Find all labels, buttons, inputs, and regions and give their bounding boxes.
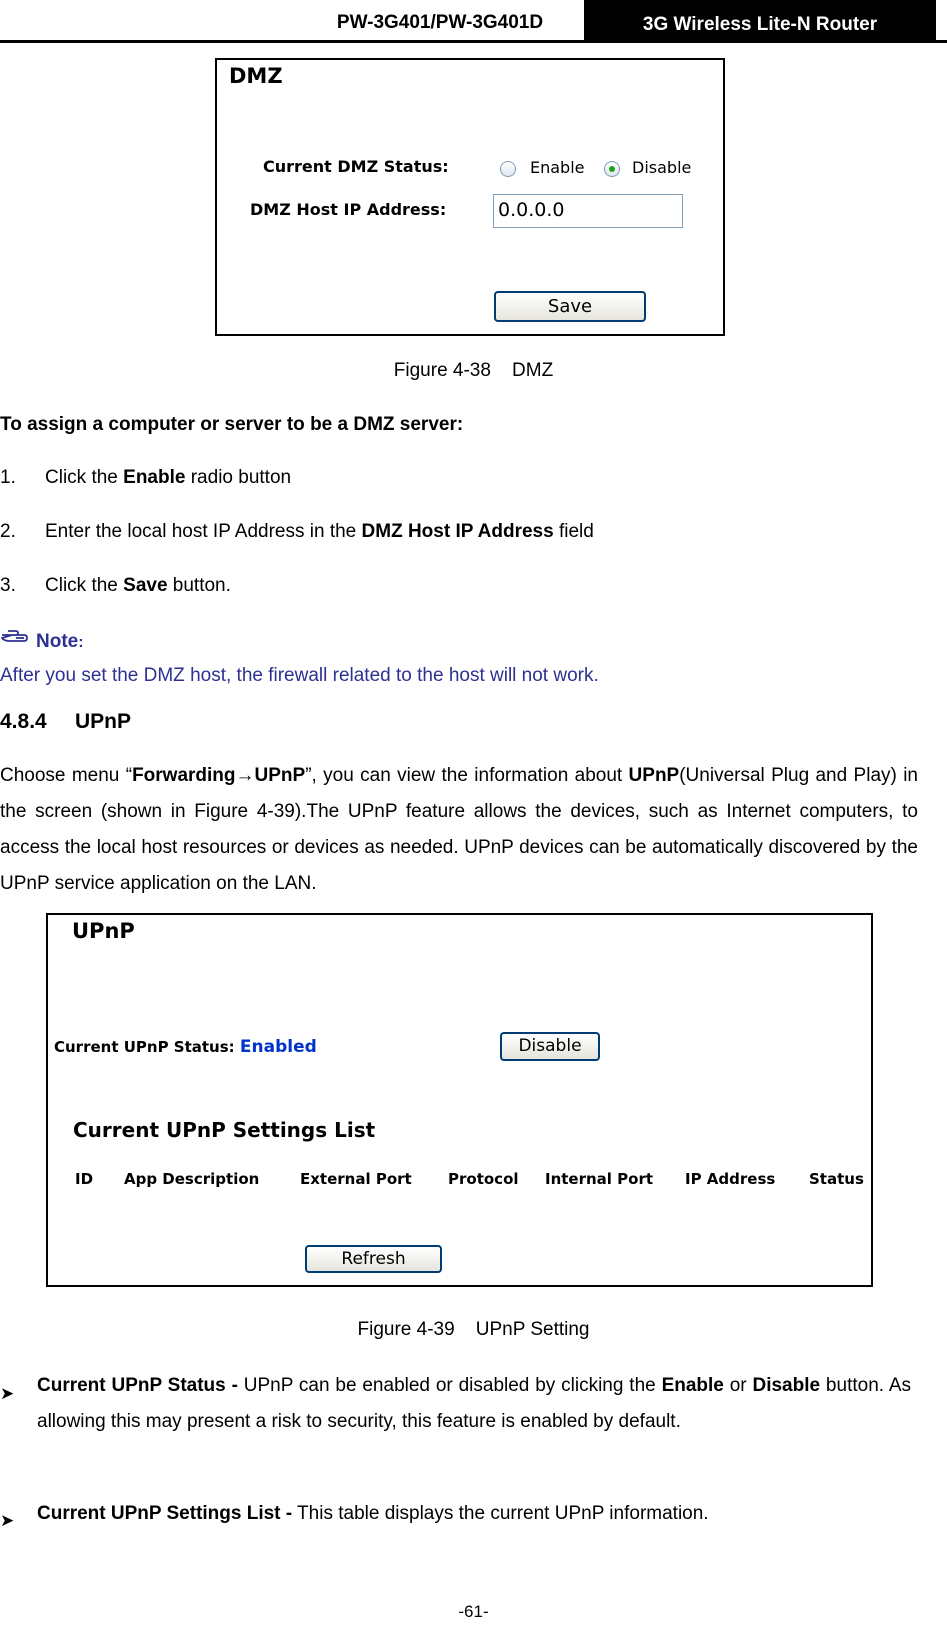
step-2-pre: Enter the local host IP Address in the [45,521,362,542]
note-text: After you set the DMZ host, the firewall related to the host will not work. [0,665,599,686]
upnp-refresh-button[interactable]: Refresh [305,1245,442,1273]
intro-menu-forwarding: Forwarding [132,765,236,786]
intro-paragraph [0,758,918,902]
dmz-caption: Figure 4-38 DMZ [393,360,554,381]
upnp-status-row [54,1037,317,1057]
step-2-post: field [553,521,594,542]
upnp-status-label: Current UPnP Status: [54,1038,235,1056]
bullet-1-disable: Disable [752,1375,821,1396]
dmz-disable-radio[interactable] [604,161,620,177]
step-3-bold: Save [123,575,168,596]
col-protocol: Protocol [448,1170,519,1188]
upnp-status-value: Enabled [239,1037,317,1057]
step-1-pre: Click the [45,467,124,488]
col-internal-port: Internal Port [545,1170,654,1188]
bullet-upnp-list [37,1502,709,1526]
col-app-description: App Description [124,1170,260,1188]
intro-text-2: ”, you can view the information about [305,765,629,786]
step-2-number: 2. [0,521,16,542]
header-product-tab: 3G Wireless Lite-N Router [584,0,936,43]
page-number: -61- [458,1602,489,1621]
bullet-arrow-2: ➤ [0,1511,15,1530]
bullet-2-bold: Current UPnP Settings List - [37,1503,293,1524]
col-external-port: External Port [300,1170,412,1188]
col-id: ID [75,1170,94,1188]
intro-text-3: (Universal Plug and Play) in the screen (shown in Figure 4-39).The UPnP feature allows the devices, such as Internet computers, to access the local host resources or devices as needed. UPnP devices can be automatically discovered by the UPnP service application on the LAN. [0,765,918,894]
dmz-status-label: Current DMZ Status: [263,157,449,176]
step-3-number: 3. [0,575,16,596]
upnp-title: UPnP [72,919,135,943]
upnp-list-title: Current UPnP Settings List [73,1118,376,1142]
step-1 [0,466,291,490]
intro-arrow: → [235,765,255,786]
dmz-enable-radio[interactable] [500,161,516,177]
bullet-1-enable: Enable [661,1375,724,1396]
upnp-disable-button[interactable]: Disable [500,1032,600,1061]
header-rule [0,40,947,43]
header-model: PW-3G401/PW-3G401D [336,12,544,33]
bullet-1-text-1: UPnP can be enabled or disabled by clicking the [237,1375,662,1396]
steps-heading: To assign a computer or server to be a DMZ server: [0,414,464,435]
note-label: Note [36,631,79,652]
step-3-pre: Click the [45,575,124,596]
dmz-disable-label: Disable [632,158,692,177]
step-2-bold: DMZ Host IP Address [361,521,554,542]
section-title: UPnP [75,710,132,733]
step-1-number: 1. [0,467,16,488]
intro-bold-upnp: UPnP [628,765,680,786]
col-status: Status [809,1170,864,1188]
bullet-upnp-status [37,1368,911,1440]
section-heading [0,710,131,734]
step-2 [0,520,594,544]
step-3-post: button. [167,575,231,596]
upnp-screenshot [46,913,873,1287]
dmz-ip-label: DMZ Host IP Address: [250,200,447,219]
intro-text-1: Choose menu “ [0,765,133,786]
bullet-2-text: This table displays the current UPnP information. [292,1503,709,1524]
dmz-screenshot [215,58,725,336]
dmz-save-button[interactable]: Save [494,291,646,322]
dmz-title: DMZ [229,64,283,88]
step-3 [0,574,231,598]
bullet-arrow-1: ➤ [0,1384,15,1403]
pointing-hand-icon [0,627,36,654]
dmz-ip-input[interactable]: 0.0.0.0 [493,194,683,228]
section-number: 4.8.4 [0,710,47,733]
upnp-caption: Figure 4-39 UPnP Setting [357,1319,590,1340]
note-heading [0,627,84,655]
col-ip-address: IP Address [685,1170,776,1188]
bullet-1-text-3: button. As allowing this may present a risk to security, this feature is enabled by default. [37,1375,912,1432]
intro-menu-upnp: UPnP [254,765,306,786]
bullet-1-text-2: or [723,1375,753,1396]
step-1-bold: Enable [123,467,186,488]
bullet-1-bold: Current UPnP Status - [37,1375,238,1396]
dmz-enable-label: Enable [530,158,585,177]
step-1-post: radio button [185,467,292,488]
note-colon: : [78,634,84,651]
